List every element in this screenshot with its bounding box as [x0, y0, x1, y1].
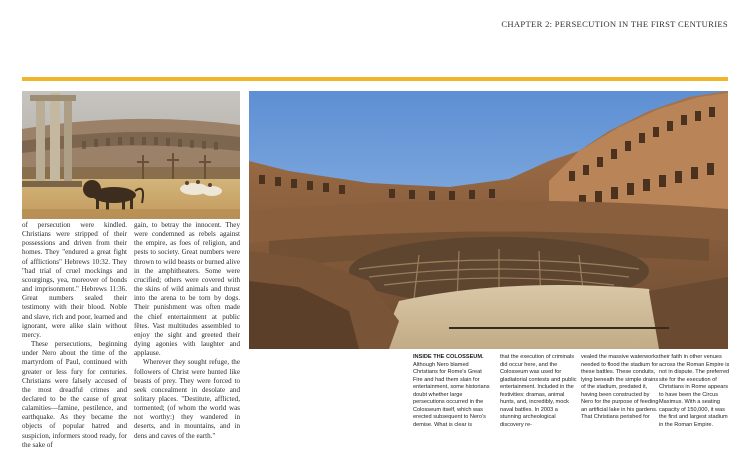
arena-painting — [22, 91, 240, 219]
body-paragraph: of persecution were kindled. Christians were stripped of their possessions and driven from their homes. They "endured a great fight of afflictions" Hebrews 10:32. They "had trial of cruel mockings and scourgings, yea, moreover of bonds and imprisonment." Hebrews 11:36. Great numbers sealed their testimony with their blood. Noble and slave, rich and poor, learned and ignorant, were alike slain without mercy. — [22, 221, 127, 339]
caption-column-4: their faith in other venues across the Roman Empire is not in dispute. The preferred site for the execution of Christians in Rome appears to have been the Circus Maximus. With a seating capacity of 150,000, it was the first and largest stadium in the Roman Empire. — [659, 354, 730, 428]
body-column-2 — [134, 221, 240, 441]
caption-column-2: that the execution of criminals did occur here, and the Colosseum was used for gladiatorial contests and public entertainment. Included in the festivities: dramas, animal hunts, and, incredibly, mock naval battles. In 2003 a stunning archeological discovery re- — [500, 354, 577, 428]
body-paragraph: gain, to betray the innocent. They were condemned as rebels against the empire, as foes of religion, and pests to society. Great numbers were thrown to wild beasts or burned alive in the amphitheaters. Some were crucified; others were covered with the skins of wild animals and thrust into the arena to be torn by dogs. Their punishment was often made the chief entertainment at public fêtes. Vast multitudes assembled to enjoy the sight and greeted their dying agonies with laughter and applause. — [134, 221, 240, 358]
colosseum-photo-art — [249, 91, 728, 349]
gold-rule — [22, 77, 728, 81]
chapter-header: CHAPTER 2: PERSECUTION IN THE FIRST CENTURIES — [501, 19, 728, 29]
caption-text: Although Nero blamed Christians for Rome's Great Fire and had them slain for entertainment, some historians doubt whether large persecutions occurred in the Colosseum itself, which was erected subsequent to Nero's demise. What is clear is — [413, 361, 490, 428]
body-paragraph: These persecutions, beginning under Nero about the time of the martyrdom of Paul, continued with greater or less fury for centuries. Christians were falsely accused of the most dreadful crimes and declared to be the cause of great calamities—famine, pestilence, and earthquake. As they became the objects of popular hatred and suspicion, informers stood ready, for the sake of — [22, 340, 127, 449]
caption-lead: INSIDE THE COLOSSEUM. — [413, 354, 484, 360]
caption-column-1 — [413, 354, 491, 429]
body-paragraph: Wherever they sought refuge, the followers of Christ were hunted like beasts of prey. They were forced to seek concealment in desolate and solitary places. "Destitute, afflicted, tormented; (of whom the world was not worthy:) they wandered in deserts, and in mountains, and in dens and caves of the earth." — [134, 358, 240, 440]
body-column-1 — [22, 221, 127, 450]
arena-painting-art — [22, 91, 240, 219]
colosseum-photo — [249, 91, 728, 349]
caption-column-3: vealed the massive waterworks needed to flood the stadium for these battles. These conduits, lying beneath the simple drains of the stadium, predated it, having been constructed by Nero for the purpose of feeding an artificial lake in his gardens. That Christians perished for — [581, 354, 659, 420]
